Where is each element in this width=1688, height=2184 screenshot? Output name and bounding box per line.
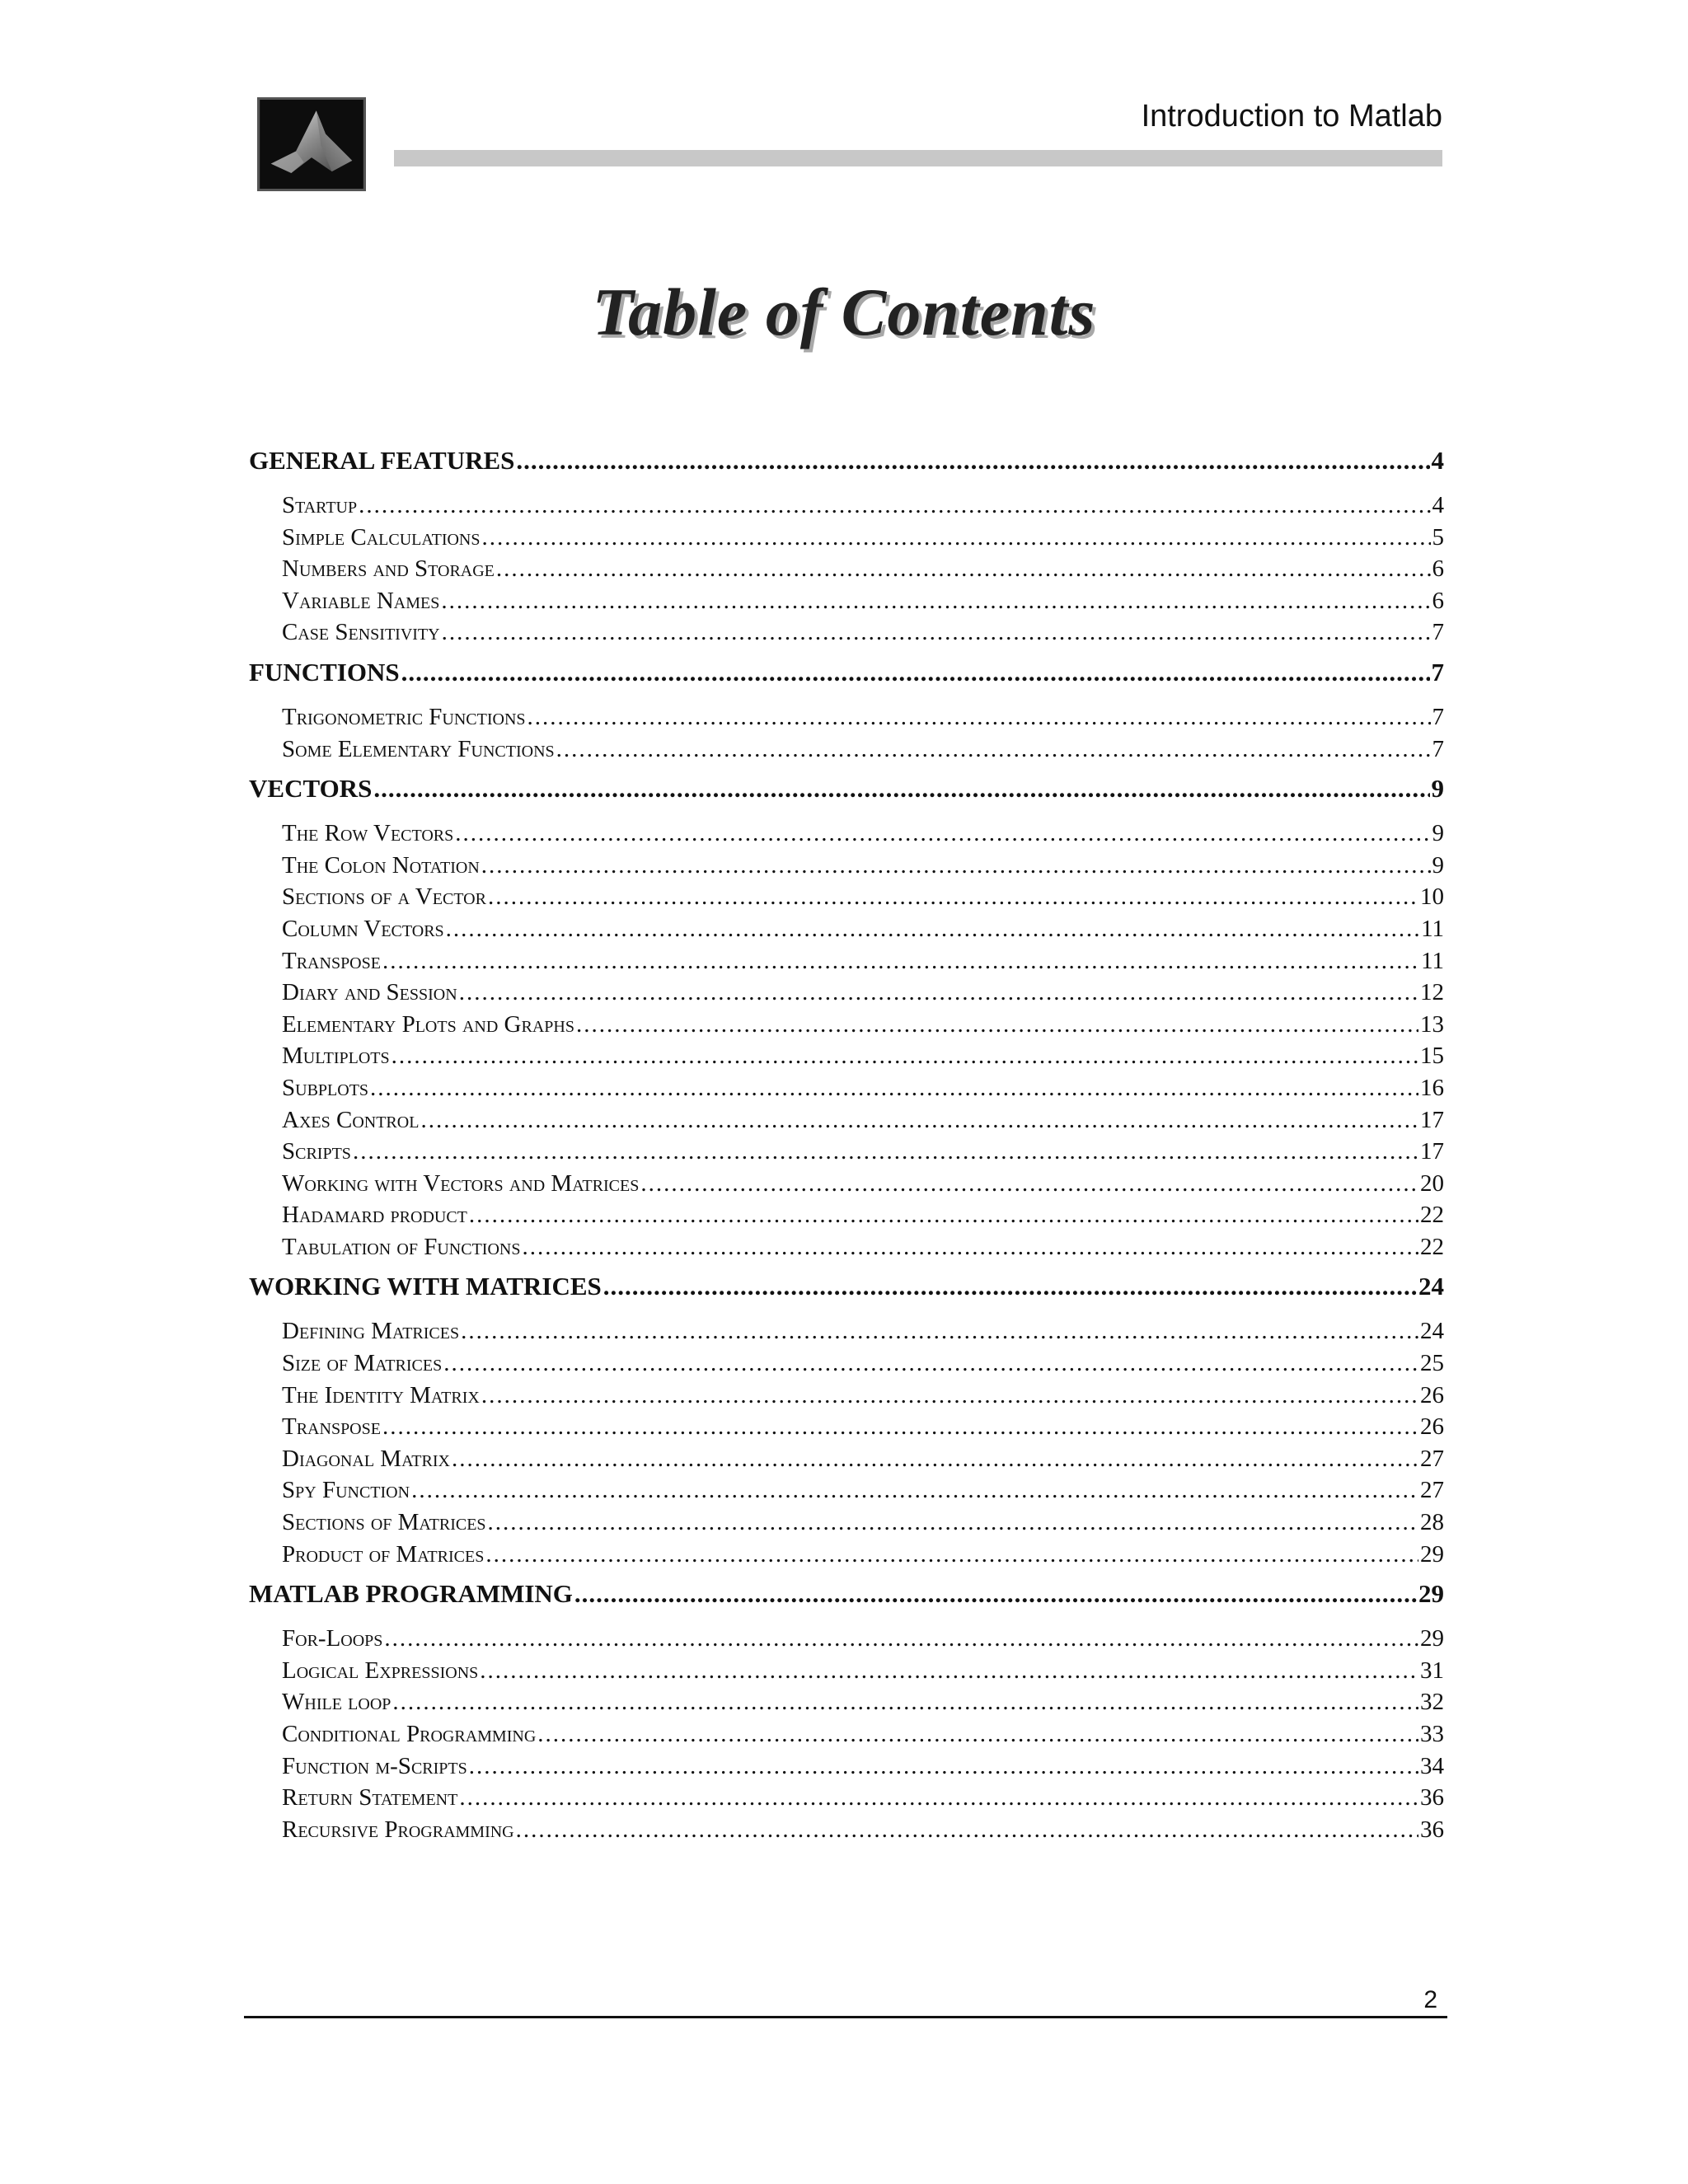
dot-leader: [469, 1750, 1418, 1783]
page-title: Table of Contents: [592, 274, 1096, 349]
toc-chapter-entry[interactable]: [249, 1271, 1444, 1302]
toc-subentry-title: Sections of Matrices: [282, 1509, 486, 1536]
toc-subentry-page: 10: [1420, 883, 1444, 911]
toc-subentry[interactable]: [249, 490, 1444, 522]
toc-subentry[interactable]: [249, 1009, 1444, 1041]
dot-leader: [485, 1539, 1418, 1571]
toc-subentry-title: Simple Calculations: [282, 523, 481, 551]
toc-subentry[interactable]: [249, 553, 1444, 585]
toc-subentry-title: Startup: [282, 492, 358, 518]
toc-subentry-page: 16: [1420, 1074, 1444, 1101]
toc-subentry[interactable]: [249, 818, 1444, 850]
dot-leader: [459, 977, 1418, 1009]
toc-subentry[interactable]: [249, 585, 1444, 617]
toc-subentry-title: The Row Vectors: [282, 820, 454, 847]
toc-section: [249, 1271, 1444, 1570]
toc-section: [249, 1578, 1444, 1845]
toc-subentry-title: Axes Control: [282, 1106, 420, 1133]
matlab-logo-icon: [257, 97, 366, 191]
toc-subentry-title: Function m-Scripts: [282, 1752, 467, 1779]
dot-leader: [382, 1411, 1418, 1443]
running-header-title: Introduction to Matlab: [1141, 99, 1442, 134]
dot-leader: [455, 818, 1430, 850]
toc-subentry-title: Variable Names: [282, 587, 440, 614]
toc-subentry-title: Hadamard product: [282, 1202, 467, 1229]
dot-leader: [370, 1072, 1418, 1104]
toc-subentry-title: Diagonal Matrix: [282, 1445, 450, 1472]
toc-subentry-title: The Identity Matrix: [282, 1381, 480, 1408]
toc-chapter-entry[interactable]: [249, 773, 1444, 804]
toc-subentry-title: Logical Expressions: [282, 1657, 479, 1684]
toc-subentry[interactable]: [249, 1040, 1444, 1072]
toc-subentry[interactable]: [249, 913, 1444, 945]
toc-chapter-entry-title: VECTORS: [249, 774, 373, 804]
dot-leader: [481, 1380, 1418, 1412]
dot-leader: [556, 733, 1431, 766]
toc-subentry[interactable]: [249, 1686, 1444, 1718]
dot-leader: [392, 1040, 1418, 1072]
toc-chapter-entry-page: 4: [1431, 446, 1444, 475]
toc-subentry-page: 33: [1420, 1721, 1444, 1747]
toc-subentry-page: 34: [1420, 1752, 1444, 1779]
dot-leader: [522, 1231, 1418, 1263]
toc-subentry-page: 4: [1432, 492, 1444, 518]
toc-subentry[interactable]: [249, 1623, 1444, 1655]
dot-leader: [603, 1271, 1417, 1302]
toc-subentry-title: Product of Matrices: [282, 1540, 485, 1568]
dot-leader: [442, 616, 1431, 649]
toc-subentry-title: Column Vectors: [282, 915, 444, 942]
toc-subentry[interactable]: [249, 1718, 1444, 1750]
toc-subentry[interactable]: [249, 1655, 1444, 1687]
toc-subentry-page: 17: [1420, 1106, 1444, 1133]
toc-subentry-page: 31: [1420, 1657, 1444, 1684]
toc-subentry-page: 28: [1420, 1509, 1444, 1536]
dot-leader: [382, 945, 1419, 977]
dot-leader: [373, 773, 1429, 804]
toc-subentry[interactable]: [249, 881, 1444, 913]
toc-chapter-entry-title: MATLAB PROGRAMMING: [249, 1579, 573, 1609]
toc-subentry[interactable]: [249, 1507, 1444, 1539]
toc-section: [249, 445, 1444, 649]
toc-chapter-entry[interactable]: [249, 445, 1444, 476]
toc-subentry[interactable]: [249, 1072, 1444, 1104]
toc-subentry-page: 36: [1420, 1816, 1444, 1843]
toc-subentry-page: 26: [1420, 1413, 1444, 1441]
dot-leader: [441, 585, 1430, 617]
toc-subentry[interactable]: [249, 977, 1444, 1009]
toc-subentry-page: 12: [1420, 979, 1444, 1006]
toc-subentry-title: For-Loops: [282, 1625, 383, 1652]
toc-subentry-page: 36: [1420, 1784, 1444, 1811]
toc-chapter-entry-page: 24: [1418, 1272, 1444, 1301]
toc-subentry[interactable]: [249, 1315, 1444, 1347]
dot-leader: [480, 1655, 1418, 1687]
dot-leader: [353, 1136, 1418, 1168]
toc-subentry-title: Numbers and Storage: [282, 555, 495, 583]
toc-subentry[interactable]: [249, 616, 1444, 649]
toc-subentry-page: 11: [1421, 947, 1444, 974]
toc-subentry-title: Transpose: [282, 947, 381, 974]
toc-subentry-page: 13: [1420, 1010, 1444, 1038]
toc-subentry-page: 22: [1420, 1202, 1444, 1229]
toc-subentry[interactable]: [249, 1231, 1444, 1263]
dot-leader: [537, 1718, 1418, 1750]
dot-leader: [359, 490, 1430, 522]
toc-subentry[interactable]: [249, 522, 1444, 554]
toc-chapter-entry-title: FUNCTIONS: [249, 657, 400, 687]
dot-leader: [516, 445, 1429, 476]
dot-leader: [481, 850, 1431, 882]
toc-subentry-title: Sections of a Vector: [282, 883, 486, 911]
toc-subentry-page: 29: [1420, 1625, 1444, 1652]
toc-chapter-entry-page: 9: [1431, 774, 1444, 804]
toc-chapter-entry-title: GENERAL FEATURES: [249, 446, 515, 475]
dot-leader: [516, 1814, 1418, 1846]
table-of-contents: [249, 445, 1444, 1845]
toc-subentry-page: 17: [1420, 1138, 1444, 1165]
toc-subentry-title: While loop: [282, 1689, 392, 1716]
toc-subentry-page: 26: [1420, 1381, 1444, 1408]
dot-leader: [452, 1443, 1418, 1475]
dot-leader: [482, 522, 1431, 554]
toc-subentry-page: 20: [1420, 1169, 1444, 1197]
toc-subentry-title: Working with Vectors and Matrices: [282, 1169, 640, 1197]
dot-leader: [488, 881, 1418, 913]
dot-leader: [461, 1315, 1418, 1347]
footer-rule: [244, 2016, 1447, 2018]
toc-subentry-page: 6: [1432, 587, 1444, 614]
toc-subentry-page: 32: [1420, 1689, 1444, 1716]
toc-chapter-entry[interactable]: [249, 657, 1444, 688]
toc-subentry[interactable]: [249, 733, 1444, 766]
dot-leader: [443, 1347, 1418, 1380]
toc-subentry-title: Return Statement: [282, 1784, 458, 1811]
dot-leader: [392, 1686, 1418, 1718]
toc-subentry-page: 11: [1421, 915, 1444, 942]
toc-subentry[interactable]: [249, 1380, 1444, 1412]
toc-subentry[interactable]: [249, 1443, 1444, 1475]
toc-subentry[interactable]: [249, 1199, 1444, 1231]
toc-chapter-entry-page: 7: [1431, 657, 1444, 687]
toc-subentry[interactable]: [249, 1411, 1444, 1443]
toc-subentry-page: 6: [1432, 555, 1444, 583]
toc-subentry-title: Trigonometric Functions: [282, 703, 526, 730]
toc-subentry[interactable]: [249, 1539, 1444, 1571]
toc-subentry-page: 27: [1420, 1477, 1444, 1504]
toc-subentry[interactable]: [249, 1750, 1444, 1783]
dot-leader: [488, 1507, 1418, 1539]
toc-subentry-page: 22: [1420, 1233, 1444, 1260]
header-rule-bar: [394, 150, 1442, 166]
toc-subentry-page: 27: [1420, 1445, 1444, 1472]
dot-leader: [384, 1623, 1418, 1655]
toc-section: [249, 773, 1444, 1263]
dot-leader: [469, 1199, 1418, 1231]
dot-leader: [401, 657, 1430, 688]
dot-leader: [528, 701, 1431, 733]
toc-subentry-title: Multiplots: [282, 1043, 390, 1070]
toc-subentry[interactable]: [249, 1474, 1444, 1507]
toc-subentry-title: Case Sensitivity: [282, 619, 440, 646]
toc-chapter-entry[interactable]: [249, 1578, 1444, 1610]
toc-subentry-page: 9: [1432, 851, 1444, 879]
toc-subentry-title: Conditional Programming: [282, 1721, 537, 1747]
toc-subentry-page: 5: [1432, 523, 1444, 551]
dot-leader: [459, 1782, 1418, 1814]
toc-subentry-page: 9: [1432, 820, 1444, 847]
toc-subentry-page: 25: [1420, 1350, 1444, 1377]
toc-subentry-title: The Colon Notation: [282, 851, 480, 879]
toc-subentry[interactable]: [249, 1814, 1444, 1846]
matlab-membrane-logo-icon: [260, 100, 363, 189]
toc-subentry-title: Subplots: [282, 1074, 369, 1101]
toc-subentry-title: Spy Function: [282, 1477, 410, 1504]
toc-subentry-page: 29: [1420, 1540, 1444, 1568]
dot-leader: [446, 913, 1419, 945]
page-number: 2: [1423, 1986, 1437, 2013]
toc-subentry[interactable]: [249, 1136, 1444, 1168]
toc-subentry-page: 7: [1432, 703, 1444, 730]
toc-subentry[interactable]: [249, 1782, 1444, 1814]
toc-subentry[interactable]: [249, 1104, 1444, 1137]
toc-subentry[interactable]: [249, 701, 1444, 733]
toc-subentry-title: Diary and Session: [282, 979, 457, 1006]
toc-subentry[interactable]: [249, 850, 1444, 882]
toc-subentry-title: Scripts: [282, 1138, 351, 1165]
toc-chapter-entry-page: 29: [1418, 1579, 1444, 1609]
toc-subentry[interactable]: [249, 945, 1444, 977]
dot-leader: [640, 1168, 1418, 1200]
toc-subentry-title: Elementary Plots and Graphs: [282, 1010, 574, 1038]
toc-subentry-title: Tabulation of Functions: [282, 1233, 521, 1260]
dot-leader: [420, 1104, 1418, 1137]
dot-leader: [496, 553, 1431, 585]
toc-chapter-entry-title: WORKING WITH MATRICES: [249, 1272, 602, 1301]
toc-subentry-title: Size of Matrices: [282, 1350, 443, 1377]
toc-subentry-title: Some Elementary Functions: [282, 735, 555, 762]
toc-section: [249, 657, 1444, 765]
dot-leader: [574, 1578, 1417, 1610]
toc-subentry-page: 15: [1420, 1043, 1444, 1070]
toc-subentry-title: Defining Matrices: [282, 1318, 460, 1345]
toc-subentry-page: 7: [1432, 735, 1444, 762]
dot-leader: [411, 1474, 1418, 1507]
toc-subentry[interactable]: [249, 1168, 1444, 1200]
dot-leader: [576, 1009, 1418, 1041]
toc-subentry-title: Transpose: [282, 1413, 381, 1441]
toc-subentry[interactable]: [249, 1347, 1444, 1380]
toc-subentry-title: Recursive Programming: [282, 1816, 514, 1843]
toc-subentry-page: 24: [1420, 1318, 1444, 1345]
toc-subentry-page: 7: [1432, 619, 1444, 646]
